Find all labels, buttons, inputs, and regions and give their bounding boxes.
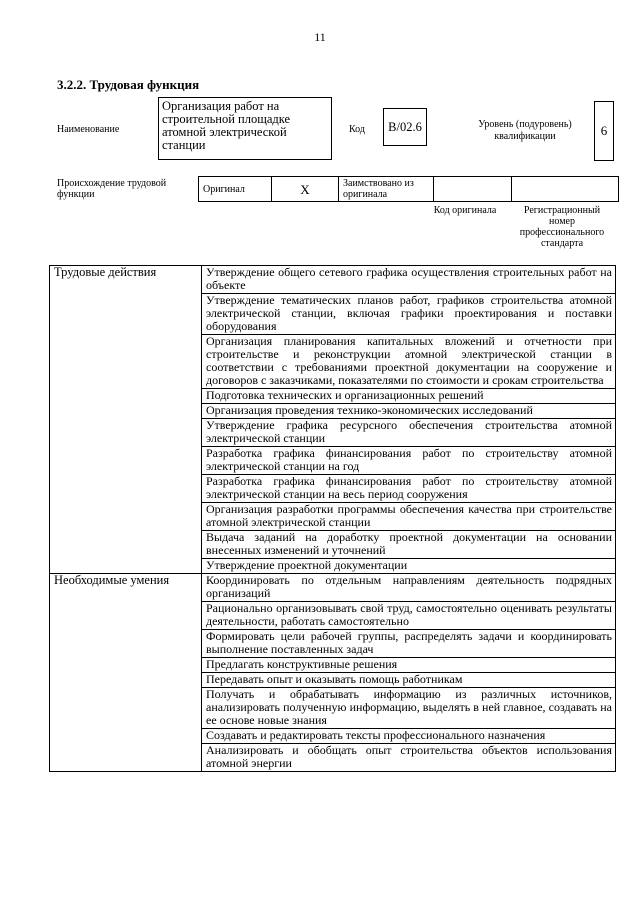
original-cell: Оригинал [199, 177, 272, 202]
list-item: Подготовка технических и организационных решений [202, 389, 616, 404]
list-item: Предлагать конструктивные решения [202, 658, 616, 673]
list-item: Утверждение общего сетевого графика осуществления строительных работ на объекте [202, 266, 616, 294]
list-item: Организация планирования капитальных вложений и отчетности при строительстве и реконструкции атомной электрической станции в соответствии с требованиями проектной документации на сооружение и договоров с заказчиками, показателями по стоимости и срокам строительства [202, 335, 616, 389]
level-label: Уровень (подуровень) квалификации [478, 119, 572, 142]
reg-number-caption: Регистрационный номер профессионального стандарта [519, 205, 605, 249]
function-details-table [49, 265, 616, 772]
origin-label: Происхождение трудовой функции [57, 178, 167, 200]
list-item: Рационально организовывать свой труд, самостоятельно оценивать результаты деятельности, работать самостоятельно [202, 602, 616, 630]
list-item: Координировать по отдельным направлениям деятельность подрядных организаций [202, 574, 616, 602]
list-item: Передавать опыт и оказывать помощь работникам [202, 673, 616, 688]
list-item: Формировать цели рабочей группы, распределять задачи и координировать выполнение поставленных задач [202, 630, 616, 658]
origin-code-caption: Код оригинала [433, 205, 497, 216]
list-item: Разработка графика финансирования работ по строительству атомной электрической станции на весь период сооружения [202, 475, 616, 503]
section-title: 3.2.2. Трудовая функция [57, 77, 200, 92]
table-row [50, 266, 616, 294]
list-item: Организация разработки программы обеспечения качества при строительстве атомной электрической станции [202, 503, 616, 531]
list-item: Создавать и редактировать тексты профессионального назначения [202, 729, 616, 744]
list-item: Анализировать и обобщать опыт строительства объектов использования атомной энергии [202, 744, 616, 772]
page-number: 11 [314, 30, 326, 44]
list-item: Выдача заданий на доработку проектной документации на основании внесенных изменений и уточнений [202, 531, 616, 559]
name-label: Наименование [57, 124, 120, 135]
list-item: Утверждение тематических планов работ, графиков строительства атомной электрической станции, включая графики проектирования и поставки оборудования [202, 294, 616, 335]
code-label: Код [349, 124, 365, 135]
reg-number-cell [512, 177, 619, 202]
list-item: Организация проведения технико-экономических исследований [202, 404, 616, 419]
qualification-level-box: 6 [594, 101, 614, 161]
list-item: Утверждение проектной документации [202, 559, 616, 574]
list-item: Получать и обрабатывать информацию из различных источников, анализировать полученную информацию, выделять в ней главное, создавать на ее основе новые знания [202, 688, 616, 729]
list-item: Утверждение графика ресурсного обеспечения строительства атомной электрической станции [202, 419, 616, 447]
category-cell: Трудовые действия [50, 266, 202, 574]
table-row [50, 574, 616, 602]
function-code-box: В/02.6 [383, 108, 427, 146]
original-mark: Х [272, 177, 339, 202]
function-name-box: Организация работ на строительной площадке атомной электрической станции [158, 97, 332, 160]
origin-table [198, 176, 619, 202]
origin-code-cell [434, 177, 512, 202]
list-item: Разработка графика финансирования работ по строительству атомной электрической станции на год [202, 447, 616, 475]
category-cell: Необходимые умения [50, 574, 202, 772]
borrowed-cell: Заимствовано из оригинала [339, 177, 434, 202]
